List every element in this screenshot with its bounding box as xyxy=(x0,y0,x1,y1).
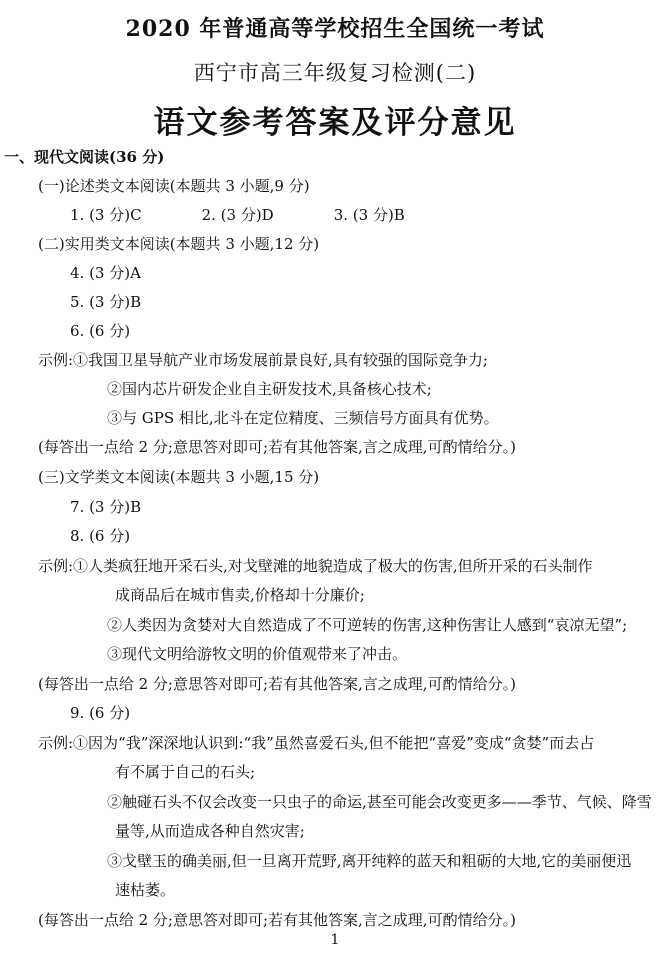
answer-1: 1. (3 分)C xyxy=(70,206,142,224)
q6-scoring-note: (每答出一点给 2 分;意思答对即可;若有其他答案,言之成理,可酌情给分。) xyxy=(38,438,516,456)
page-number: 1 xyxy=(330,932,340,948)
q9-example-2a: ②触碰石头不仅会改变一只虫子的命运,甚至可能会改变更多——季节、气候、降雪 xyxy=(107,793,652,811)
answer-3: 3. (3 分)B xyxy=(333,206,405,224)
answer-4: 4. (3 分)A xyxy=(70,264,141,282)
section-heading-modern-reading: 一、现代文阅读(36 分) xyxy=(4,148,165,166)
q9-scoring-note: (每答出一点给 2 分;意思答对即可;若有其他答案,言之成理,可酌情给分。) xyxy=(38,911,516,929)
q8-scoring-note: (每答出一点给 2 分;意思答对即可;若有其他答案,言之成理,可酌情给分。) xyxy=(38,675,516,693)
q8-example-1b: 成商品后在城市售卖,价格却十分廉价; xyxy=(115,586,365,604)
q6-example-3: ③与 GPS 相比,北斗在定位精度、三频信号方面具有优势。 xyxy=(107,409,499,427)
part-heading-literary: (三)文学类文本阅读(本题共 3 小题,15 分) xyxy=(38,468,320,486)
q8-example-1a: 示例:①人类疯狂地开采石头,对戈壁滩的地貌造成了极大的伤害,但所开采的石头制作 xyxy=(38,557,593,575)
part-heading-practical: (二)实用类文本阅读(本题共 3 小题,12 分) xyxy=(38,235,320,253)
answer-9: 9. (6 分) xyxy=(70,704,131,722)
part-heading-argumentative: (一)论述类文本阅读(本题共 3 小题,9 分) xyxy=(38,177,310,195)
answer-6: 6. (6 分) xyxy=(70,322,131,340)
answer-2: 2. (3 分)D xyxy=(201,206,274,224)
q9-example-3a: ③戈壁玉的确美丽,但一旦离开荒野,离开纯粹的蓝天和粗砺的大地,它的美丽便迅 xyxy=(107,852,632,870)
q8-example-3: ③现代文明给游牧文明的价值观带来了冲击。 xyxy=(107,645,408,663)
answers-1-3 xyxy=(70,204,405,225)
exam-title: 2020 年普通高等学校招生全国统一考试 xyxy=(125,16,545,42)
q6-example-2: ②国内芯片研发企业自主研发技术,具备核心技术; xyxy=(107,380,432,398)
q9-example-1a: 示例:①因为“我”深深地认识到:“我”虽然喜爱石头,但不能把“喜爱”变成“贪婪”而去占 xyxy=(38,734,595,752)
q8-example-2: ②人类因为贪婪对大自然造成了不可逆转的伤害,这种伤害让人感到“哀凉无望”; xyxy=(107,616,628,634)
q6-example-1: 示例:①我国卫星导航产业市场发展前景良好,具有较强的国际竞争力; xyxy=(38,351,488,369)
document-title: 语文参考答案及评分意见 xyxy=(153,105,517,141)
q9-example-1b: 有不属于自己的石头; xyxy=(115,763,256,781)
answer-5: 5. (3 分)B xyxy=(70,293,142,311)
q9-example-2b: 量等,从而造成各种自然灾害; xyxy=(115,822,305,840)
exam-subtitle: 西宁市高三年级复习检测(二) xyxy=(193,61,477,85)
q9-example-3b: 速枯萎。 xyxy=(115,881,176,899)
answer-8: 8. (6 分) xyxy=(70,527,131,545)
answer-7: 7. (3 分)B xyxy=(70,498,142,516)
